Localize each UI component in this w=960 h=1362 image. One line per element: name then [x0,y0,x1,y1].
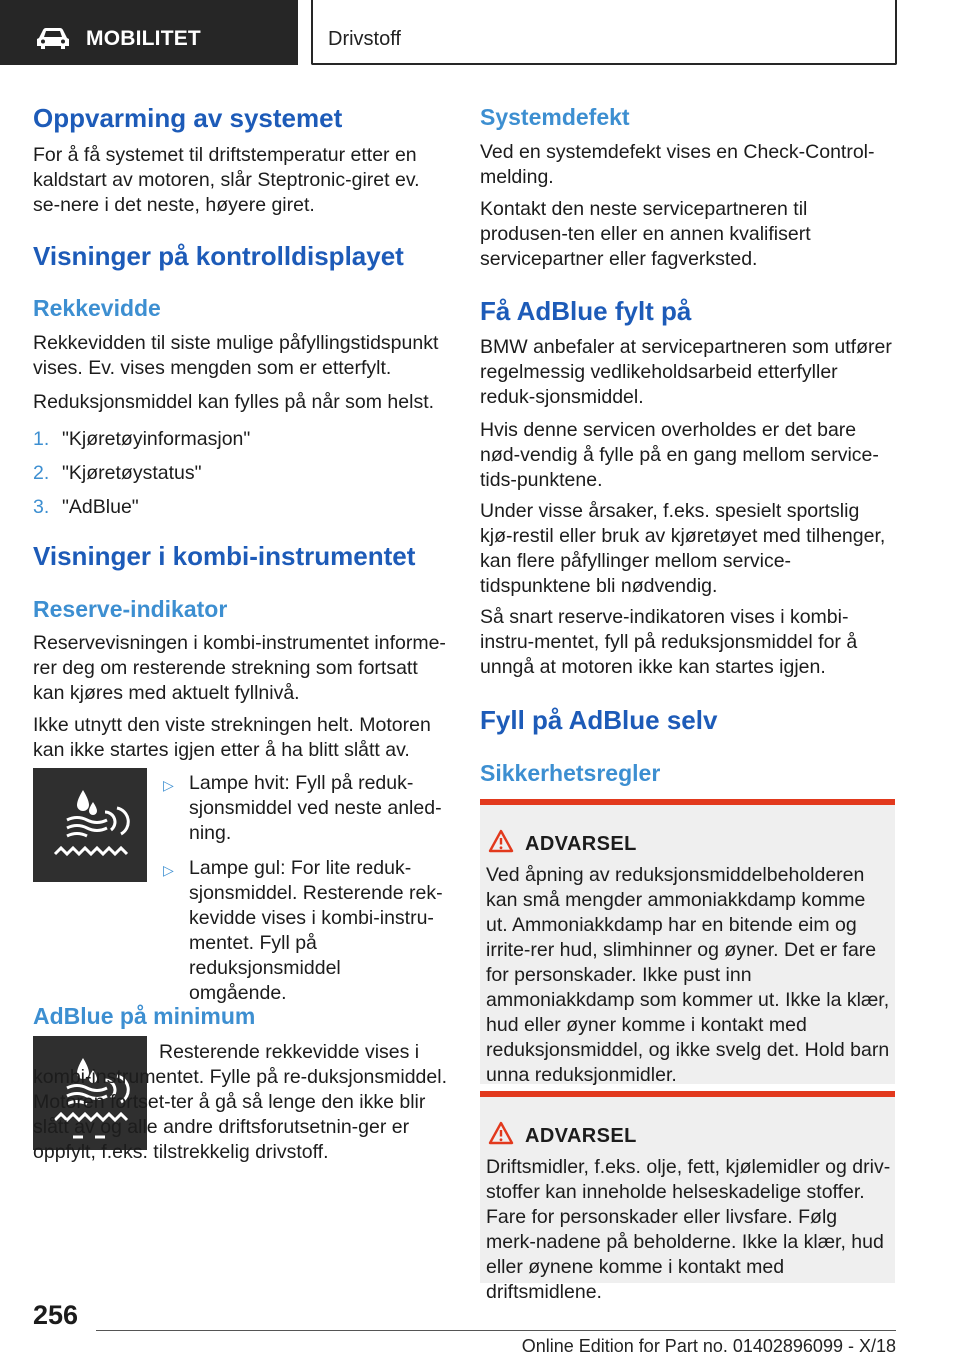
warning-triangle-icon [488,1121,514,1145]
paragraph-heating: For å få systemet til driftstemperatur etter en kaldstart av motoren, slår Steptronic-giret ev. se-nere i det neste, høyere giret. [33,144,420,216]
heading-display: Visninger på kontrolldisplayet [33,241,404,271]
warning-box [480,799,895,1084]
triangle-bullet-icon: ▷ [163,862,174,878]
heading-heating: Oppvarming av systemet [33,103,343,133]
heading-fill: Få AdBlue fylt på [480,296,692,326]
heading-range: Rekkevidde [33,295,161,321]
paragraph-defect-contact: Kontakt den neste servicepartneren til produsen-ten eller en annen kvalifisert servicepartner eller fagverksted. [480,198,811,270]
section-header [0,0,298,65]
paragraph-defect: Ved en systemdefekt vises en Check-Control-melding. [480,141,875,188]
list-item: 1. "Kjøretøyinformasjon" [33,428,251,450]
heading-safety: Sikkerhetsregler [480,760,661,786]
warning-title: ADVARSEL [525,833,637,855]
heading-self-fill: Fyll på AdBlue selv [480,705,718,735]
triangle-bullet-icon: ▷ [163,777,174,793]
heading-defect: Systemdefekt [480,104,630,130]
subsection-title: Drivstoff [328,28,401,50]
footer-edition: Online Edition for Part no. 01402896099 - X/18 [521,1336,896,1356]
list-item: 2. "Kjøretøystatus" [33,462,202,484]
car-icon [36,27,70,49]
page-number: 256 [33,1300,79,1330]
steps-list [33,428,449,530]
warning-text: Driftsmidler, f.eks. olje, fett, kjølemidler og driv-stoffer kan inneholde helseskadelige stoffer. Fare for personskader eller livsfare. Følg merk-nadene på beholderne. Ikke la klær, hud eller øynene komme i kontakt med driftsmidlene. [486,1156,891,1303]
list-item: ▷ Lampe gul: For lite reduk-sjonsmiddel. Resterende rek-kevidde vises i kombi-instru-mentet. Fyll på reduksjonsmiddel omgående. [163,857,443,1004]
paragraph-fill-extra: Under visse årsaker, f.eks. spesielt sportslig kjø-restil eller bruk av kjøretøyet med tilhenger, kan flere påfyllinger mellom service-tidspunktene bli nødvendig. [480,500,886,597]
lamp-list [161,771,443,1016]
adblue-indicator-icon [33,768,147,882]
paragraph-fill-interval: Hvis denne servicen overholdes er det bare nød-vendig å fylle på en gang mellom service-tids-punktene. [480,419,879,491]
heading-kombi: Visninger i kombi-instrumentet [33,541,416,571]
section-title: MOBILITET [86,27,201,50]
paragraph-fill-recommend: BMW anbefaler at servicepartneren som utfører regelmessig vedlikeholdsarbeid etterfyller reduk-sjonsmiddel. [480,336,892,408]
warning-title: ADVARSEL [525,1125,637,1147]
warning-box [480,1091,895,1303]
warning-text: Ved åpning av reduksjonsmiddelbeholderen kan små mengder ammoniakkdamp komme ut. Ammoniakkdamp har en bitende eim og irrite-rer hud, slimhinner og øyner. Det er fare for personskader. Ikke pust inn ammoniakkdamp som kommer ut. Ikke la klær, hud eller øyner komme i kontakt med reduksjonsmiddel, og ikke svelg det. Hold barn unna reduksjonmidler. [486,864,890,1086]
paragraph-range-fill: Reduksjonsmiddel kan fylles på når som helst. [33,391,435,413]
paragraph-reserve-warning: Ikke utnytt den viste strekningen helt. Motoren kan ikke startes igjen etter å ha blitt slått av. [33,714,431,761]
paragraph-range: Rekkevidden til siste mulige påfyllingstidspunkt vises. Ev. vises mengden som er etterfylt. [33,332,439,379]
paragraph-minimum: Resterende rekkevidde vises i kombi-instrumentet. Fylle på re-duksjonsmiddel. Motoren fortset-ter å gå så lenge den ikke blir slått av og alle andre driftsforutsetnin-ger er oppfylt, f.eks. tilstrekkelig drivstoff. [33,1041,447,1163]
footer-divider [96,1330,896,1331]
heading-reserve: Reserve-indikator [33,596,228,622]
heading-minimum: AdBlue på minimum [33,1003,256,1029]
subsection-header [311,0,897,65]
paragraph-fill-reserve: Så snart reserve-indikatoren vises i kombi-instru-mentet, fyll på reduksjonsmiddel for å unngå at motoren ikke kan startes igjen. [480,606,858,678]
warning-triangle-icon [488,829,514,853]
list-item: ▷ Lampe hvit: Fyll på reduk-sjonsmiddel ved neste anled-ning. [163,772,442,844]
paragraph-reserve: Reservevisningen i kombi-instrumentet informe-rer deg om resterende strekning som fortsatt kan kjøres med aktuelt fyllnivå. [33,632,446,704]
list-item: 3. "AdBlue" [33,496,139,518]
